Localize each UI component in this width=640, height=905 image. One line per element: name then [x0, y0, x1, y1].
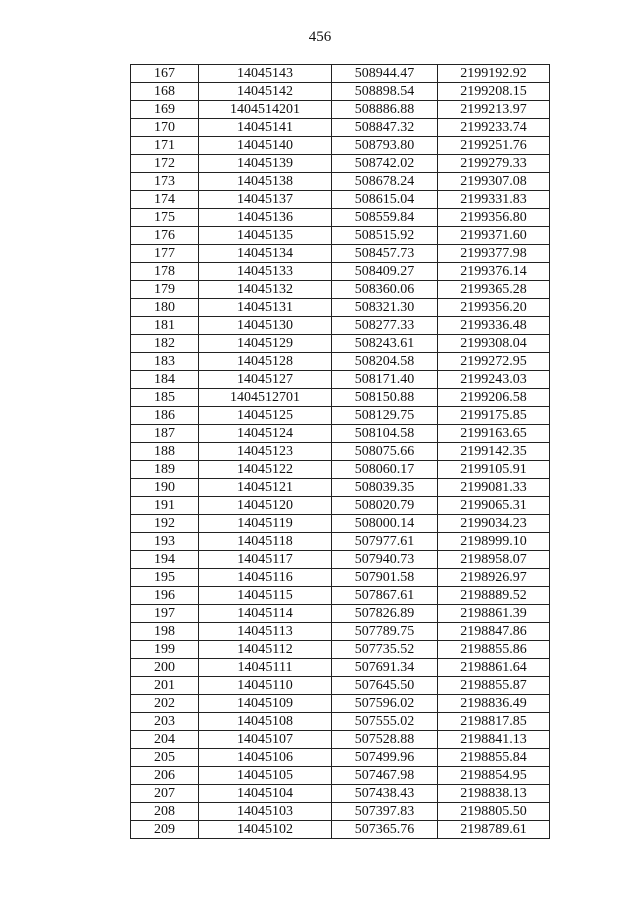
row-index-cell: 195	[131, 569, 199, 587]
table-row	[131, 821, 550, 839]
table-row	[131, 677, 550, 695]
row-index-cell: 175	[131, 209, 199, 227]
point-id-cell: 14045134	[199, 245, 332, 263]
row-index-cell: 169	[131, 101, 199, 119]
point-id-cell: 14045112	[199, 641, 332, 659]
point-id-cell: 14045104	[199, 785, 332, 803]
table-row	[131, 389, 550, 407]
y-coordinate-cell: 2198861.64	[438, 659, 550, 677]
table-row	[131, 65, 550, 83]
x-coordinate-cell: 508898.54	[332, 83, 438, 101]
y-coordinate-cell: 2199208.15	[438, 83, 550, 101]
x-coordinate-cell: 508615.04	[332, 191, 438, 209]
y-coordinate-cell: 2198889.52	[438, 587, 550, 605]
row-index-cell: 199	[131, 641, 199, 659]
table-row	[131, 479, 550, 497]
table-row	[131, 641, 550, 659]
y-coordinate-cell: 2199365.28	[438, 281, 550, 299]
point-id-cell: 14045129	[199, 335, 332, 353]
y-coordinate-cell: 2199308.04	[438, 335, 550, 353]
table-row	[131, 461, 550, 479]
y-coordinate-cell: 2199376.14	[438, 263, 550, 281]
y-coordinate-cell: 2198861.39	[438, 605, 550, 623]
y-coordinate-cell: 2198841.13	[438, 731, 550, 749]
row-index-cell: 190	[131, 479, 199, 497]
table-row	[131, 785, 550, 803]
table-row	[131, 713, 550, 731]
page-number: 456	[308, 29, 332, 45]
y-coordinate-cell: 2199206.58	[438, 389, 550, 407]
point-id-cell: 14045105	[199, 767, 332, 785]
y-coordinate-cell: 2199356.20	[438, 299, 550, 317]
y-coordinate-cell: 2199034.23	[438, 515, 550, 533]
point-id-cell: 14045114	[199, 605, 332, 623]
table-row	[131, 353, 550, 371]
x-coordinate-cell: 508321.30	[332, 299, 438, 317]
point-id-cell: 14045110	[199, 677, 332, 695]
row-index-cell: 178	[131, 263, 199, 281]
point-id-cell: 14045131	[199, 299, 332, 317]
point-id-cell: 14045123	[199, 443, 332, 461]
x-coordinate-cell: 507365.76	[332, 821, 438, 839]
row-index-cell: 179	[131, 281, 199, 299]
x-coordinate-cell: 508243.61	[332, 335, 438, 353]
table-row	[131, 173, 550, 191]
point-id-cell: 14045121	[199, 479, 332, 497]
point-id-cell: 14045108	[199, 713, 332, 731]
x-coordinate-cell: 508129.75	[332, 407, 438, 425]
point-id-cell: 14045142	[199, 83, 332, 101]
point-id-cell: 14045118	[199, 533, 332, 551]
x-coordinate-cell: 507645.50	[332, 677, 438, 695]
x-coordinate-cell: 507940.73	[332, 551, 438, 569]
row-index-cell: 167	[131, 65, 199, 83]
table-row	[131, 83, 550, 101]
point-id-cell: 14045103	[199, 803, 332, 821]
row-index-cell: 170	[131, 119, 199, 137]
y-coordinate-cell: 2198838.13	[438, 785, 550, 803]
point-id-cell: 1404514201	[199, 101, 332, 119]
table-row	[131, 569, 550, 587]
point-id-cell: 14045125	[199, 407, 332, 425]
x-coordinate-cell: 508457.73	[332, 245, 438, 263]
table-row	[131, 317, 550, 335]
x-coordinate-cell: 507826.89	[332, 605, 438, 623]
point-id-cell: 14045120	[199, 497, 332, 515]
y-coordinate-cell: 2198789.61	[438, 821, 550, 839]
table-row	[131, 119, 550, 137]
point-id-cell: 14045111	[199, 659, 332, 677]
row-index-cell: 197	[131, 605, 199, 623]
table-row	[131, 767, 550, 785]
point-id-cell: 14045113	[199, 623, 332, 641]
table-row	[131, 587, 550, 605]
x-coordinate-cell: 508409.27	[332, 263, 438, 281]
y-coordinate-cell: 2198855.84	[438, 749, 550, 767]
row-index-cell: 196	[131, 587, 199, 605]
y-coordinate-cell: 2198999.10	[438, 533, 550, 551]
row-index-cell: 194	[131, 551, 199, 569]
point-id-cell: 14045106	[199, 749, 332, 767]
table-row	[131, 299, 550, 317]
point-id-cell: 14045135	[199, 227, 332, 245]
x-coordinate-cell: 507528.88	[332, 731, 438, 749]
row-index-cell: 182	[131, 335, 199, 353]
y-coordinate-cell: 2199142.35	[438, 443, 550, 461]
y-coordinate-cell: 2199243.03	[438, 371, 550, 389]
x-coordinate-cell: 508204.58	[332, 353, 438, 371]
row-index-cell: 202	[131, 695, 199, 713]
y-coordinate-cell: 2199279.33	[438, 155, 550, 173]
point-id-cell: 14045102	[199, 821, 332, 839]
x-coordinate-cell: 508886.88	[332, 101, 438, 119]
row-index-cell: 203	[131, 713, 199, 731]
x-coordinate-cell: 508847.32	[332, 119, 438, 137]
row-index-cell: 187	[131, 425, 199, 443]
table-row	[131, 263, 550, 281]
point-id-cell: 14045138	[199, 173, 332, 191]
y-coordinate-cell: 2199336.48	[438, 317, 550, 335]
x-coordinate-cell: 508150.88	[332, 389, 438, 407]
table-row	[131, 371, 550, 389]
row-index-cell: 192	[131, 515, 199, 533]
row-index-cell: 204	[131, 731, 199, 749]
x-coordinate-cell: 508515.92	[332, 227, 438, 245]
table-row	[131, 497, 550, 515]
y-coordinate-cell: 2198836.49	[438, 695, 550, 713]
x-coordinate-cell: 507867.61	[332, 587, 438, 605]
x-coordinate-cell: 508075.66	[332, 443, 438, 461]
x-coordinate-cell: 508060.17	[332, 461, 438, 479]
row-index-cell: 191	[131, 497, 199, 515]
row-index-cell: 183	[131, 353, 199, 371]
row-index-cell: 168	[131, 83, 199, 101]
x-coordinate-cell: 508277.33	[332, 317, 438, 335]
row-index-cell: 180	[131, 299, 199, 317]
table-row	[131, 695, 550, 713]
point-id-cell: 14045107	[199, 731, 332, 749]
y-coordinate-cell: 2199371.60	[438, 227, 550, 245]
y-coordinate-cell: 2199233.74	[438, 119, 550, 137]
y-coordinate-cell: 2199105.91	[438, 461, 550, 479]
point-id-cell: 14045124	[199, 425, 332, 443]
x-coordinate-cell: 507555.02	[332, 713, 438, 731]
x-coordinate-cell: 508104.58	[332, 425, 438, 443]
table-row	[131, 443, 550, 461]
x-coordinate-cell: 508944.47	[332, 65, 438, 83]
table-row	[131, 155, 550, 173]
y-coordinate-cell: 2198855.87	[438, 677, 550, 695]
x-coordinate-cell: 508039.35	[332, 479, 438, 497]
x-coordinate-cell: 508360.06	[332, 281, 438, 299]
row-index-cell: 189	[131, 461, 199, 479]
table-row	[131, 137, 550, 155]
y-coordinate-cell: 2198854.95	[438, 767, 550, 785]
x-coordinate-cell: 508678.24	[332, 173, 438, 191]
y-coordinate-cell: 2199081.33	[438, 479, 550, 497]
row-index-cell: 209	[131, 821, 199, 839]
x-coordinate-cell: 508171.40	[332, 371, 438, 389]
row-index-cell: 174	[131, 191, 199, 209]
row-index-cell: 177	[131, 245, 199, 263]
point-id-cell: 14045119	[199, 515, 332, 533]
table-row	[131, 659, 550, 677]
row-index-cell: 173	[131, 173, 199, 191]
table-row	[131, 425, 550, 443]
table-row	[131, 335, 550, 353]
table-row	[131, 209, 550, 227]
point-id-cell: 14045130	[199, 317, 332, 335]
row-index-cell: 207	[131, 785, 199, 803]
x-coordinate-cell: 508793.80	[332, 137, 438, 155]
x-coordinate-cell: 507438.43	[332, 785, 438, 803]
x-coordinate-cell: 507397.83	[332, 803, 438, 821]
point-id-cell: 14045137	[199, 191, 332, 209]
y-coordinate-cell: 2198805.50	[438, 803, 550, 821]
y-coordinate-cell: 2199356.80	[438, 209, 550, 227]
table-row	[131, 605, 550, 623]
table-row	[131, 407, 550, 425]
table-row	[131, 749, 550, 767]
point-id-cell: 14045132	[199, 281, 332, 299]
table-row	[131, 551, 550, 569]
point-id-cell: 14045115	[199, 587, 332, 605]
row-index-cell: 176	[131, 227, 199, 245]
point-id-cell: 14045116	[199, 569, 332, 587]
point-id-cell: 14045141	[199, 119, 332, 137]
y-coordinate-cell: 2198817.85	[438, 713, 550, 731]
row-index-cell: 206	[131, 767, 199, 785]
x-coordinate-cell: 507789.75	[332, 623, 438, 641]
point-id-cell: 14045117	[199, 551, 332, 569]
row-index-cell: 193	[131, 533, 199, 551]
x-coordinate-cell: 508000.14	[332, 515, 438, 533]
coordinates-table	[130, 64, 550, 839]
row-index-cell: 208	[131, 803, 199, 821]
point-id-cell: 14045139	[199, 155, 332, 173]
point-id-cell: 14045122	[199, 461, 332, 479]
y-coordinate-cell: 2199163.65	[438, 425, 550, 443]
x-coordinate-cell: 507735.52	[332, 641, 438, 659]
point-id-cell: 14045109	[199, 695, 332, 713]
row-index-cell: 181	[131, 317, 199, 335]
row-index-cell: 171	[131, 137, 199, 155]
y-coordinate-cell: 2198926.97	[438, 569, 550, 587]
y-coordinate-cell: 2199213.97	[438, 101, 550, 119]
point-id-cell: 14045136	[199, 209, 332, 227]
point-id-cell: 1404512701	[199, 389, 332, 407]
y-coordinate-cell: 2199192.92	[438, 65, 550, 83]
row-index-cell: 201	[131, 677, 199, 695]
table-row	[131, 623, 550, 641]
row-index-cell: 205	[131, 749, 199, 767]
point-id-cell: 14045140	[199, 137, 332, 155]
row-index-cell: 198	[131, 623, 199, 641]
y-coordinate-cell: 2199065.31	[438, 497, 550, 515]
x-coordinate-cell: 507499.96	[332, 749, 438, 767]
y-coordinate-cell: 2198958.07	[438, 551, 550, 569]
point-id-cell: 14045128	[199, 353, 332, 371]
y-coordinate-cell: 2198855.86	[438, 641, 550, 659]
y-coordinate-cell: 2199251.76	[438, 137, 550, 155]
x-coordinate-cell: 508742.02	[332, 155, 438, 173]
x-coordinate-cell: 507691.34	[332, 659, 438, 677]
row-index-cell: 186	[131, 407, 199, 425]
point-id-cell: 14045127	[199, 371, 332, 389]
row-index-cell: 200	[131, 659, 199, 677]
coordinates-table-body	[131, 65, 550, 839]
table-row	[131, 281, 550, 299]
table-row	[131, 227, 550, 245]
point-id-cell: 14045143	[199, 65, 332, 83]
table-row	[131, 245, 550, 263]
row-index-cell: 185	[131, 389, 199, 407]
y-coordinate-cell: 2199175.85	[438, 407, 550, 425]
table-row	[131, 191, 550, 209]
row-index-cell: 188	[131, 443, 199, 461]
x-coordinate-cell: 507596.02	[332, 695, 438, 713]
point-id-cell: 14045133	[199, 263, 332, 281]
y-coordinate-cell: 2199377.98	[438, 245, 550, 263]
row-index-cell: 184	[131, 371, 199, 389]
x-coordinate-cell: 507901.58	[332, 569, 438, 587]
row-index-cell: 172	[131, 155, 199, 173]
x-coordinate-cell: 508020.79	[332, 497, 438, 515]
x-coordinate-cell: 507977.61	[332, 533, 438, 551]
x-coordinate-cell: 508559.84	[332, 209, 438, 227]
table-row	[131, 101, 550, 119]
table-row	[131, 515, 550, 533]
table-row	[131, 731, 550, 749]
y-coordinate-cell: 2199331.83	[438, 191, 550, 209]
y-coordinate-cell: 2198847.86	[438, 623, 550, 641]
y-coordinate-cell: 2199272.95	[438, 353, 550, 371]
x-coordinate-cell: 507467.98	[332, 767, 438, 785]
table-row	[131, 803, 550, 821]
y-coordinate-cell: 2199307.08	[438, 173, 550, 191]
table-row	[131, 533, 550, 551]
